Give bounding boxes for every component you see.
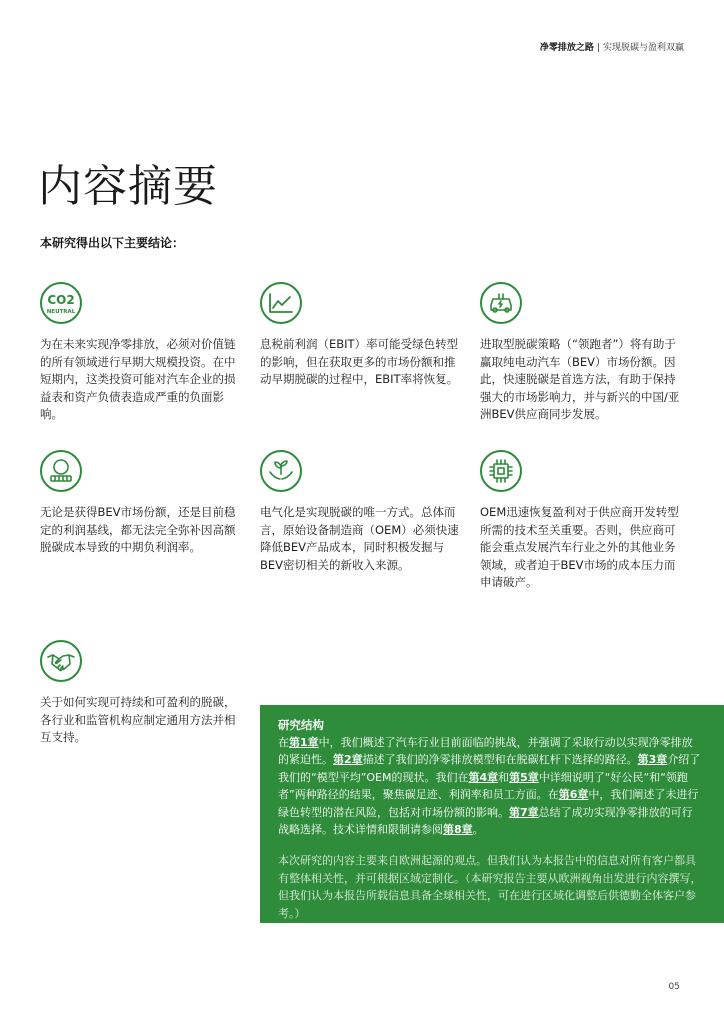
finding-6 [480, 450, 685, 592]
finding-2 [260, 282, 465, 389]
handshake-icon [40, 640, 82, 682]
battery-cell-icon [40, 450, 82, 492]
research-structure-box [260, 705, 724, 923]
finding-text: 无论是获得BEV市场份额，还是目前稳定的利润基线，都无法完全弥补因高额脱碳成本导致的中期负利润率。 [40, 505, 236, 554]
finding-text: 为在未来实现净零排放，必须对价值链的所有领域进行早期大规模投资。在中短期内，这类投资可能对汽车企业的损益表和资产负债表造成严重的负面影响。 [40, 337, 236, 421]
research-note: 本次研究的内容主要来自欧洲起源的观点。但我们认为本报告中的信息对所有客户都具有整体相关性，并可根据区域定制化。（本研究报告主要从欧洲视角出发进行内容撰写，但我们认为本报告所载信息具备全球相关性，可在进行区域化调整后供德勤全体客户参考。） [278, 854, 702, 920]
co2-neutral-icon [40, 282, 82, 324]
research-structure-heading: 研究结构 [278, 718, 324, 732]
chip-icon [480, 450, 522, 492]
finding-7 [40, 640, 245, 747]
chapter-link-1[interactable]: 第1章 [289, 736, 319, 749]
finding-3 [480, 282, 685, 424]
finding-text: 息税前利润（EBIT）率可能受绿色转型的影响，但在获取更多的市场份额和推动早期脱碳的过程中，EBIT率将恢复。 [260, 337, 459, 386]
ev-charging-icon [480, 282, 522, 324]
page-title: 内容摘要 [38, 161, 218, 212]
line-chart-icon [260, 282, 302, 324]
chapter-link-4[interactable]: 第4章 [468, 770, 499, 784]
page-number: 05 [668, 982, 680, 992]
neutral-icon-text: NEUTRAL [46, 309, 76, 315]
chapter-link-6[interactable]: 第6章 [558, 788, 589, 802]
finding-5 [260, 450, 465, 574]
chapter-link-2[interactable]: 第2章 [333, 753, 363, 767]
header-title: 净零排放之路 [539, 43, 594, 53]
co2-icon-text: CO2 [47, 293, 75, 307]
chapter-link-7[interactable]: 第7章 [509, 805, 539, 819]
finding-text: OEM迅速恢复盈利对于供应商开发转型所需的技术至关重要。否则，供应商可能会重点发展汽车行业之外的其他业务领域，或者迫于BEV市场的成本压力而申请破产。 [480, 505, 679, 589]
finding-text: 电气化是实现脱碳的唯一方式。总体而言，原始设备制造商（OEM）必须快速降低BEV产品成本，同时积极发掘与BEV密切相关的新收入来源。 [260, 505, 459, 572]
finding-4 [40, 450, 245, 557]
finding-1 [40, 282, 245, 424]
header-separator: | [596, 43, 600, 53]
header-subtitle: 实现脱碳与盈利双赢 [602, 43, 684, 53]
chapter-link-5[interactable]: 第5章 [509, 770, 539, 784]
chapter-link-3[interactable]: 第3章 [637, 753, 668, 767]
running-header [540, 40, 684, 53]
research-structure-text: 在第1章中，我们概述了汽车行业目前面临的挑战，并强调了采取行动以实现净零排放的紧迫性。第2章描述了我们的净零排放模型和在脱碳杠杆下选择的路径。第3章介绍了我们的“模型平均”OEM的现状。我们在第4章和第5章中详细说明了“好公民”和“领跑者”两种路径的结果，聚焦碳足迹、利润率和员工方面。在第6章中，我们阐述了未进行绿色转型的潜在风险，包括对市场份额的影响。第7章总结了成功实现净零排放的可行战略选择。技术详情和限制请参阅第8章。 [278, 736, 701, 837]
chapter-link-8[interactable]: 第8章 [443, 823, 473, 837]
finding-text: 进取型脱碳策略（“领跑者”）将有助于赢取纯电动汽车（BEV）市场份额。因此，快速脱碳是首选方法，有助于保持强大的市场影响力，并与新兴的中国/亚洲BEV供应商同步发展。 [480, 337, 680, 421]
intro-text: 本研究得出以下主要结论： [40, 236, 185, 250]
finding-text: 关于如何实现可持续和可盈利的脱碳，各行业和监管机构应制定通用方法并相互支持。 [40, 695, 236, 744]
plant-hands-icon [260, 450, 302, 492]
